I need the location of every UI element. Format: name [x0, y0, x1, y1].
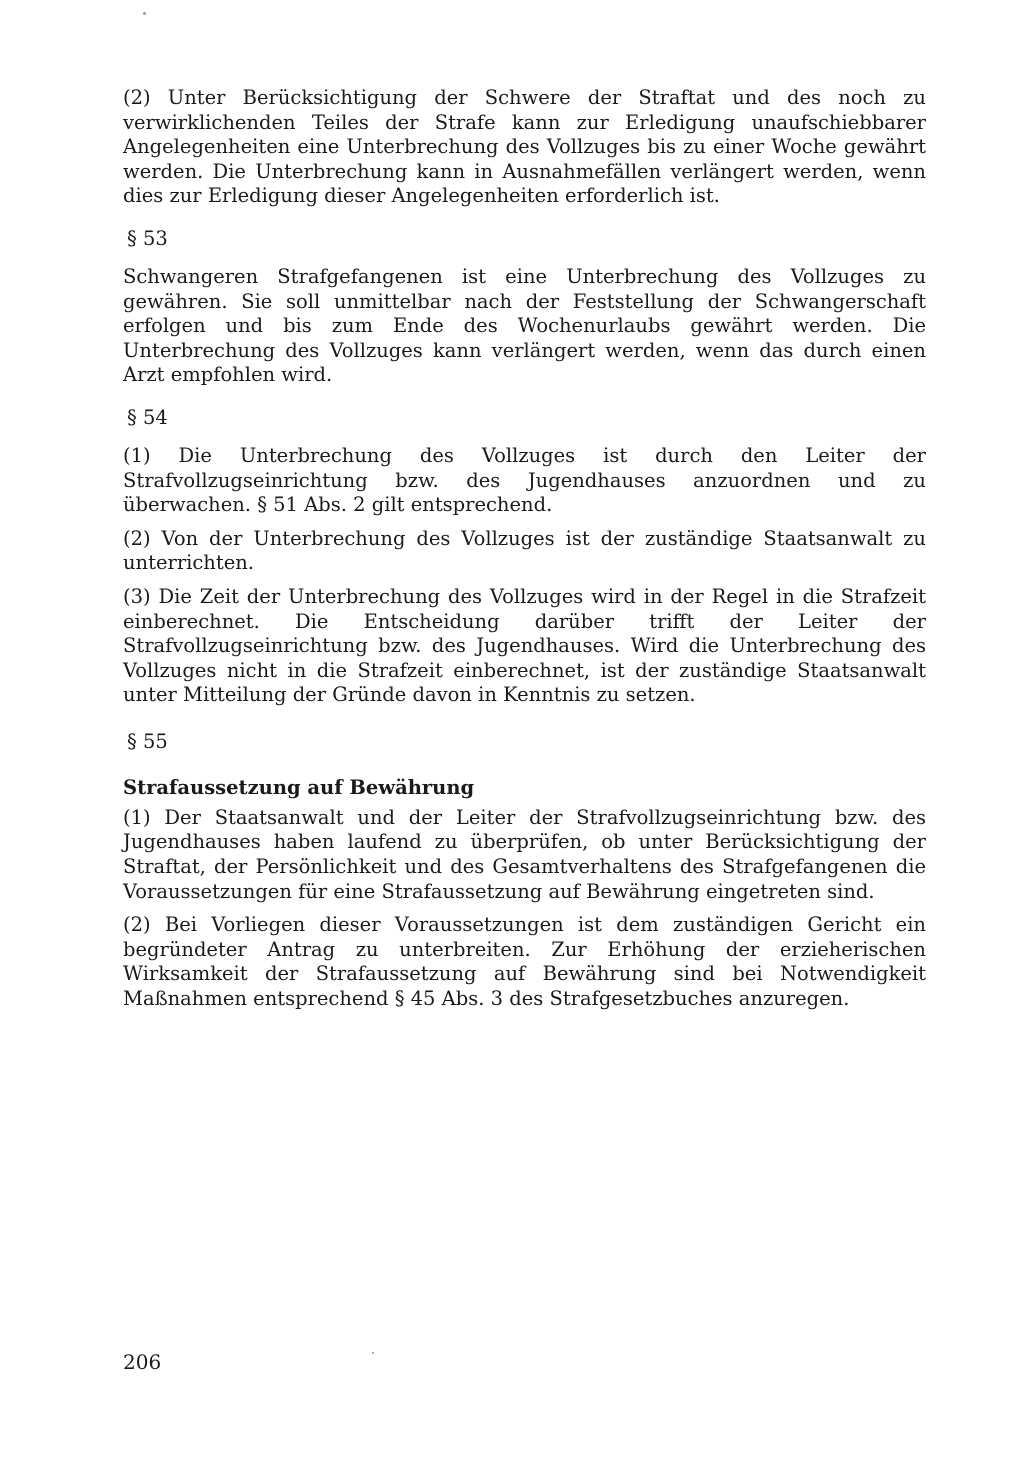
paragraph-s53: Schwangeren Strafgefangenen ist eine Unterbrechung des Vollzuges zu gewähren. Sie soll unmittelbar nach der Feststellung der Schwangerschaft erfolgen und bis zum Ende des Wochenurlaubs gewährt werden. Die Unterbrechung des Vollzuges kann verlängert werden, wenn das durch einen Arzt empfohlen wird. — [123, 264, 926, 387]
paragraph-s52-2: (2) Unter Berücksichtigung der Schwere der Straftat und des noch zu verwirklichenden Teiles der Strafe kann zur Erledigung unaufschiebbarer Angelegenheiten eine Unterbrechung des Vollzuges bis zu einer Woche gewährt werden. Die Unterbrechung kann in Ausnahmefällen verlängert werden, wenn dies zur Erledigung dieser Angelegenheiten erforderlich ist. — [123, 86, 926, 208]
scan-speck — [372, 1352, 374, 1354]
paragraph-s55-2: (2) Bei Vorliegen dieser Voraussetzungen ist dem zuständigen Gericht ein begründeter Antrag zu unterbreiten. Zur Erhöhung der erzieherischen Wirksamkeit der Strafaussetzung auf Bewährung sind bei Notwendigkeit Maßnahmen entsprechend § 45 Abs. 3 des Strafgesetzbuches anzuregen. — [123, 913, 926, 1011]
document-page — [123, 86, 926, 1021]
paragraph-s54-1: (1) Die Unterbrechung des Vollzuges ist durch den Leiter der Strafvollzugseinrichtung bzw. des Jugendhauses anzuordnen und zu überwachen. § 51 Abs. 2 gilt entsprechend. — [123, 443, 926, 517]
paragraph-s55-1: (1) Der Staatsanwalt und der Leiter der Strafvollzugseinrichtung bzw. des Jugendhauses haben laufend zu überprüfen, ob unter Berücksichtigung der Straftat, der Persönlichkeit und des Gesamtverhaltens des Strafgefangenen die Voraussetzungen für eine Strafaussetzung auf Bewährung eingetreten sind. — [123, 805, 926, 903]
paragraph-s54-3: (3) Die Zeit der Unterbrechung des Vollzuges wird in der Regel in die Strafzeit einberechnet. Die Entscheidung darüber trifft der Leiter der Strafvollzugseinrichtung bzw. des Jugendhauses. Wird die Unterbrechung des Vollzuges nicht in die Strafzeit einberechnet, ist der zuständige Staatsanwalt unter Mitteilung der Gründe davon in Kenntnis zu setzen. — [123, 584, 926, 707]
scan-speck — [143, 12, 146, 15]
section-number-55: § 55 — [127, 729, 168, 753]
section-number-54: § 54 — [127, 405, 168, 429]
page-number: 206 — [123, 1350, 162, 1374]
paragraph-s54-2: (2) Von der Unterbrechung des Vollzuges ist der zuständige Staatsanwalt zu unterrichten. — [123, 526, 926, 575]
section-number-53: § 53 — [127, 226, 168, 250]
section-heading-s55: Strafaussetzung auf Bewährung — [123, 775, 475, 799]
